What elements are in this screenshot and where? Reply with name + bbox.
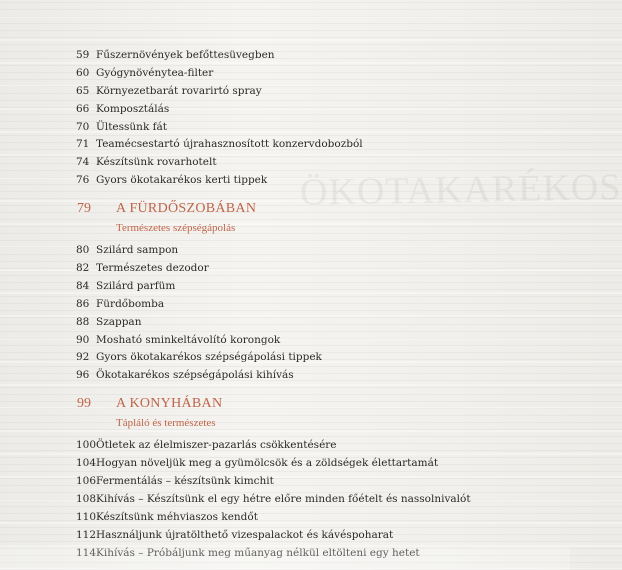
toc-entry[interactable] <box>0 83 570 101</box>
toc-page-number: 96 <box>76 369 90 382</box>
toc-entry-title: Mosható sminkeltávolító korongok <box>96 333 281 346</box>
toc-entry-title: Gyógynövénytea-filter <box>96 66 214 79</box>
toc-section-bathroom[interactable] <box>0 201 570 237</box>
toc-entry-title: Természetes dezodor <box>96 262 209 275</box>
section-subtitle: Természetes szépségápolás <box>116 222 236 235</box>
toc-page-number: 90 <box>76 333 90 346</box>
toc-page-number: 108 <box>76 492 97 505</box>
toc-page-number: 114 <box>76 546 97 559</box>
section-title: A FÜRDŐSZOBÁBAN <box>116 201 257 217</box>
toc-entry[interactable] <box>0 296 570 314</box>
toc-entry-title: Ültessünk fát <box>96 120 168 133</box>
toc-entry-title: Kihívás – Készítsünk el egy hétre előre minden főételt és nassolnivalót <box>96 492 471 505</box>
table-of-contents <box>0 47 570 562</box>
toc-page-number: 104 <box>76 457 97 470</box>
toc-page-number: 84 <box>76 279 90 292</box>
toc-entry-title: Ötletek az élelmiszer-pazarlás csökkentésére <box>96 439 337 452</box>
toc-page-number: 92 <box>76 351 90 364</box>
page-bottom-edge <box>0 548 570 570</box>
toc-page-number: 100 <box>76 439 97 452</box>
toc-entry[interactable] <box>0 260 570 278</box>
toc-page-number: 59 <box>76 49 90 61</box>
toc-entry-title: Fürdőbomba <box>96 297 165 310</box>
toc-entry[interactable] <box>0 349 570 367</box>
toc-entry-title: Gyors ökotakarékos szépségápolási tippek <box>96 351 322 364</box>
toc-entry-title: Szilárd sampon <box>96 244 179 257</box>
toc-page-number: 71 <box>76 138 90 151</box>
section-subtitle: Tápláló és természetes <box>116 417 216 430</box>
toc-group-bathroom <box>0 242 570 385</box>
toc-page-number: 80 <box>76 244 90 257</box>
toc-entry-title: Használjunk újratölthető vizespalackot és kávéspoharat <box>96 528 394 541</box>
toc-page-number: 86 <box>76 297 90 310</box>
toc-group-kitchen <box>0 437 570 562</box>
toc-page-number: 60 <box>76 66 90 79</box>
toc-entry[interactable] <box>0 509 570 527</box>
toc-entry-title: Szappan <box>96 315 142 328</box>
toc-entry[interactable] <box>0 314 570 332</box>
toc-entry-title: Fűszernövények befőttesüvegben <box>96 49 275 61</box>
toc-entry[interactable] <box>0 119 570 137</box>
toc-page-number: 76 <box>76 174 90 187</box>
section-title: A KONYHÁBAN <box>116 396 223 412</box>
toc-page-number: 65 <box>76 84 90 97</box>
toc-entry[interactable] <box>0 47 570 65</box>
toc-entry-title: Kihívás – Próbáljunk meg műanyag nélkül eltölteni egy hetet <box>96 546 420 559</box>
toc-entry-title: Szilárd parfüm <box>96 279 176 292</box>
toc-entry-title: Teamécsestartó újrahasznosított konzervdobozból <box>96 138 363 151</box>
toc-entry-title: Fermentálás – készítsünk kimchit <box>96 475 274 488</box>
toc-entry-title: Ökotakarékos szépségápolási kihívás <box>96 369 294 382</box>
section-heading <box>0 396 570 414</box>
toc-page-number: 106 <box>76 475 97 488</box>
toc-entry[interactable] <box>0 101 570 119</box>
toc-entry[interactable] <box>0 154 570 172</box>
toc-entry[interactable] <box>0 172 570 190</box>
toc-entry[interactable] <box>0 332 570 350</box>
toc-entry-title: Készítsünk rovarhotelt <box>96 156 217 169</box>
toc-entry[interactable] <box>0 473 570 491</box>
toc-entry-title: Komposztálás <box>96 102 170 115</box>
toc-page-number: 82 <box>76 262 90 275</box>
section-heading <box>0 201 570 219</box>
toc-entry[interactable] <box>0 242 570 260</box>
toc-entry[interactable] <box>0 491 570 509</box>
toc-page-number: 70 <box>76 120 90 133</box>
toc-entry[interactable] <box>0 278 570 296</box>
toc-page-number: 110 <box>76 510 97 523</box>
section-page-number: 99 <box>77 396 91 412</box>
toc-entry-title: Hogyan növeljük meg a gyümölcsök és a zöldségek élettartamát <box>96 457 439 470</box>
toc-page-number: 74 <box>76 156 90 169</box>
section-page-number: 79 <box>77 201 91 217</box>
toc-entry[interactable] <box>0 437 570 455</box>
toc-page-number: 66 <box>76 102 90 115</box>
background-watermark: ÖKOTAKARÉKOS <box>299 166 622 214</box>
toc-entry[interactable] <box>0 367 570 385</box>
toc-entry-title: Környezetbarát rovarirtó spray <box>96 84 262 97</box>
toc-entry-title: Készítsünk méhviaszos kendőt <box>96 510 258 523</box>
toc-entry-title: Gyors ökotakarékos kerti tippek <box>96 174 268 187</box>
toc-section-kitchen[interactable] <box>0 396 570 432</box>
toc-entry[interactable] <box>0 136 570 154</box>
toc-entry[interactable] <box>0 65 570 83</box>
toc-page-number: 88 <box>76 315 90 328</box>
toc-group-garden <box>0 47 570 190</box>
toc-page-number: 112 <box>76 528 97 541</box>
toc-entry[interactable] <box>0 455 570 473</box>
toc-entry[interactable] <box>0 527 570 545</box>
